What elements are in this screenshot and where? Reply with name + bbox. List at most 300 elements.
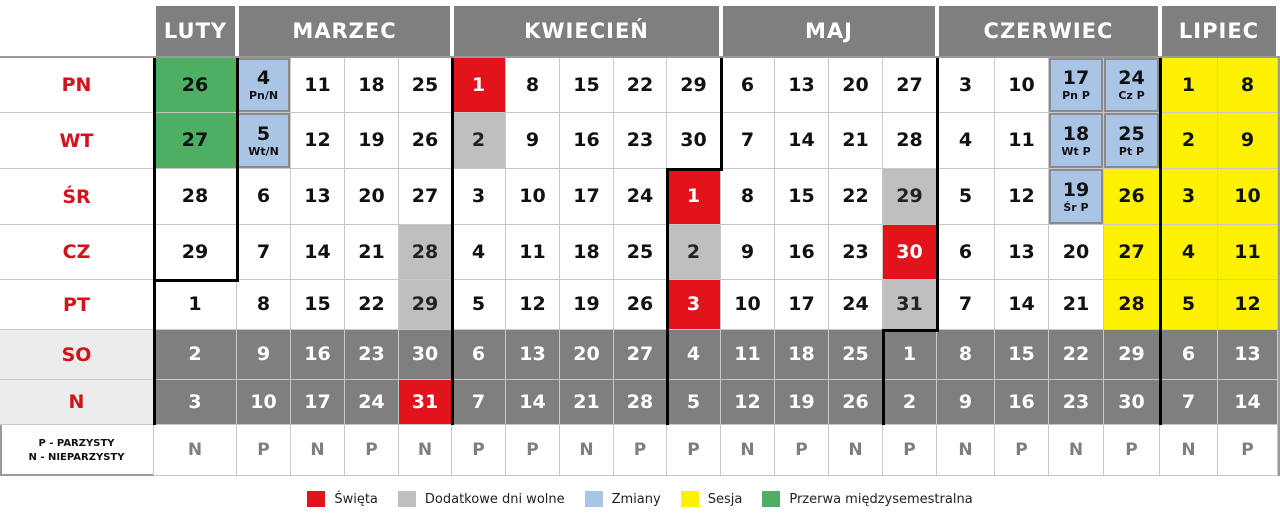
- day-change-note: Pt P: [1118, 144, 1145, 158]
- day-number: 6: [958, 240, 973, 263]
- day-cell: [883, 330, 937, 380]
- day-cell: [614, 169, 667, 225]
- month-boundary-line: [236, 58, 239, 281]
- day-cell: [1218, 330, 1278, 380]
- day-cell: [721, 330, 775, 380]
- day-cell: [995, 169, 1049, 225]
- day-cell: [614, 330, 667, 380]
- day-number: 22: [1062, 343, 1090, 365]
- day-change-note: Pn/N: [248, 89, 279, 102]
- day-cell: [1160, 113, 1218, 169]
- day-number: 30: [411, 343, 439, 365]
- week-parity-cell: P: [614, 425, 667, 476]
- day-number: 10: [1234, 185, 1261, 207]
- day-number: 11: [734, 343, 761, 365]
- day-number: 15: [1008, 343, 1035, 365]
- day-number: 25: [626, 240, 654, 263]
- day-number: 1: [902, 343, 917, 365]
- day-number: 15: [304, 293, 331, 315]
- month-boundary-line: [720, 58, 723, 170]
- week-parity-cell: P: [345, 425, 399, 476]
- week-parity-cell: N: [399, 425, 452, 476]
- day-cell: [506, 58, 560, 113]
- day-cell: [154, 225, 237, 280]
- day-cell: [291, 58, 345, 113]
- day-number: 18: [573, 240, 600, 263]
- month-boundary-line: [1159, 58, 1162, 425]
- day-number: 16: [573, 129, 600, 151]
- day-cell: [667, 330, 721, 380]
- week-parity-cell: N: [937, 425, 995, 476]
- day-cell: [614, 58, 667, 113]
- day-number: 29: [181, 240, 209, 263]
- day-number: 18: [358, 73, 385, 96]
- day-cell: [995, 225, 1049, 280]
- day-number: 17: [1062, 67, 1090, 89]
- day-cell: [775, 380, 829, 425]
- day-cell: [721, 280, 775, 330]
- day-cell: [154, 330, 237, 380]
- day-number: 29: [680, 73, 707, 96]
- day-number: 8: [256, 293, 271, 315]
- day-cell: [452, 380, 506, 425]
- day-number: 13: [1008, 240, 1035, 263]
- legend-item: [398, 491, 565, 507]
- day-label-7: N: [0, 380, 154, 425]
- day-cell: [560, 113, 614, 169]
- day-number: 1: [471, 73, 486, 96]
- day-number: 1: [188, 293, 202, 315]
- day-number: 16: [1008, 390, 1035, 413]
- day-number: 9: [740, 240, 755, 263]
- day-cell: [829, 380, 883, 425]
- day-number: 29: [896, 185, 923, 207]
- day-cell: [452, 330, 506, 380]
- day-number: 11: [519, 240, 546, 263]
- day-cell: [721, 169, 775, 225]
- week-parity-cell: N: [154, 425, 237, 476]
- day-cell: [237, 113, 291, 169]
- day-cell: [1218, 113, 1278, 169]
- day-number: 18: [788, 343, 815, 365]
- month-boundary-line: [451, 58, 454, 425]
- day-cell: [995, 330, 1049, 380]
- day-cell: [937, 113, 995, 169]
- day-number: 22: [842, 185, 869, 207]
- day-cell: [291, 380, 345, 425]
- day-cell: [560, 330, 614, 380]
- day-cell: [937, 330, 995, 380]
- day-label-3: ŚR: [0, 169, 154, 225]
- day-cell: [399, 58, 452, 113]
- legend-item: [307, 491, 378, 507]
- day-number: 17: [573, 185, 600, 207]
- week-parity-cell: P: [452, 425, 506, 476]
- day-cell: [1049, 380, 1104, 425]
- legend-item: [681, 491, 743, 507]
- day-number: 5: [256, 122, 271, 145]
- day-number: 29: [1118, 343, 1145, 365]
- day-cell: [829, 330, 883, 380]
- day-cell: [291, 169, 345, 225]
- day-cell: [883, 280, 937, 330]
- day-cell: [883, 58, 937, 113]
- week-parity-cell: P: [667, 425, 721, 476]
- day-cell: [560, 169, 614, 225]
- day-number: 22: [626, 73, 654, 96]
- day-cell: [667, 225, 721, 280]
- month-header: KWIECIEŃ: [454, 6, 719, 56]
- day-cell: [154, 280, 237, 330]
- day-number: 23: [1062, 390, 1090, 413]
- day-cell: [1104, 330, 1160, 380]
- day-cell: [291, 225, 345, 280]
- day-number: 14: [304, 240, 331, 263]
- day-label-2: WT: [0, 113, 154, 169]
- day-number: 20: [358, 185, 385, 207]
- day-number: 7: [740, 129, 755, 151]
- day-number: 1: [686, 185, 701, 207]
- day-number: 28: [896, 129, 923, 151]
- day-cell: [995, 380, 1049, 425]
- month-boundary-line: [882, 330, 885, 425]
- day-cell: [1160, 280, 1218, 330]
- day-number: 30: [680, 129, 707, 151]
- week-parity-cell: P: [1218, 425, 1278, 476]
- legend-swatch: [398, 491, 416, 507]
- day-number: 26: [411, 129, 439, 151]
- day-cell: [237, 225, 291, 280]
- day-cell: [667, 58, 721, 113]
- day-cell: [399, 280, 452, 330]
- day-number: 1: [1181, 73, 1196, 96]
- day-cell: [506, 113, 560, 169]
- day-cell: [667, 280, 721, 330]
- day-number: 12: [1234, 293, 1261, 315]
- day-cell: [995, 113, 1049, 169]
- month-header: LUTY: [156, 6, 235, 56]
- day-number: 14: [1234, 390, 1261, 413]
- legend: [0, 486, 1280, 512]
- day-number: 3: [188, 390, 202, 413]
- day-number: 25: [842, 343, 869, 365]
- day-number: 4: [1181, 240, 1196, 263]
- day-number: 26: [1118, 185, 1145, 207]
- day-number: 24: [626, 185, 654, 207]
- day-cell: [829, 113, 883, 169]
- month-boundary-line: [882, 329, 939, 332]
- day-number: 25: [411, 73, 439, 96]
- day-cell: [345, 280, 399, 330]
- day-number: 8: [958, 343, 973, 365]
- day-cell: [399, 169, 452, 225]
- day-cell: [937, 225, 995, 280]
- day-number: 5: [471, 293, 486, 315]
- day-number: 13: [1234, 343, 1261, 365]
- day-label-6: SO: [0, 330, 154, 380]
- day-cell: [399, 225, 452, 280]
- day-number: 26: [842, 390, 869, 413]
- day-cell: [560, 58, 614, 113]
- day-number: 27: [896, 73, 923, 96]
- day-change-note: Śr P: [1063, 200, 1089, 214]
- day-cell: [560, 225, 614, 280]
- day-number: 3: [958, 73, 973, 96]
- week-parity-cell: N: [721, 425, 775, 476]
- day-cell: [154, 169, 237, 225]
- legend-label: Dodatkowe dni wolne: [424, 491, 565, 507]
- day-change-note: Wt P: [1061, 144, 1091, 158]
- day-cell: [1160, 225, 1218, 280]
- day-number: 16: [788, 240, 815, 263]
- day-number: 14: [788, 129, 815, 151]
- day-cell: [237, 330, 291, 380]
- month-boundary-line: [153, 279, 239, 282]
- day-cell: [237, 169, 291, 225]
- day-number: 17: [788, 293, 815, 315]
- day-cell: [614, 280, 667, 330]
- parity-legend-label: [0, 425, 154, 476]
- day-number: 25: [1118, 122, 1145, 145]
- day-number: 20: [1062, 240, 1090, 263]
- day-cell: [452, 169, 506, 225]
- month-boundary-line: [666, 169, 669, 425]
- day-cell: [995, 280, 1049, 330]
- week-parity-cell: N: [829, 425, 883, 476]
- day-number: 15: [573, 73, 600, 96]
- day-number: 26: [626, 293, 654, 315]
- day-cell: [775, 113, 829, 169]
- day-number: 3: [1181, 185, 1196, 207]
- day-label-5: PT: [0, 280, 154, 330]
- day-cell: [1160, 380, 1218, 425]
- legend-swatch: [307, 491, 325, 507]
- legend-swatch: [585, 491, 603, 507]
- day-label-4: CZ: [0, 225, 154, 280]
- day-number: 13: [788, 73, 815, 96]
- day-number: 9: [525, 129, 540, 151]
- day-number: 21: [1062, 293, 1090, 315]
- day-cell: [237, 380, 291, 425]
- day-cell: [1104, 113, 1160, 169]
- week-parity-cell: N: [291, 425, 345, 476]
- day-cell: [154, 113, 237, 169]
- day-number: 19: [788, 390, 815, 413]
- day-cell: [1104, 280, 1160, 330]
- day-cell: [399, 380, 452, 425]
- day-cell: [291, 280, 345, 330]
- day-number: 6: [256, 185, 271, 207]
- day-cell: [345, 58, 399, 113]
- day-cell: [721, 113, 775, 169]
- week-parity-cell: P: [506, 425, 560, 476]
- day-number: 13: [304, 185, 331, 207]
- day-number: 10: [734, 293, 761, 315]
- day-number: 6: [471, 343, 486, 365]
- day-number: 23: [626, 129, 654, 151]
- day-cell: [1218, 169, 1278, 225]
- day-cell: [937, 280, 995, 330]
- day-cell: [291, 113, 345, 169]
- day-cell: [775, 280, 829, 330]
- day-cell: [506, 330, 560, 380]
- day-cell: [1104, 169, 1160, 225]
- day-cell: [1104, 225, 1160, 280]
- day-cell: [937, 169, 995, 225]
- day-cell: [452, 113, 506, 169]
- day-cell: [614, 113, 667, 169]
- day-cell: [345, 113, 399, 169]
- parity-legend-line: P - PARZYSTY: [38, 438, 115, 449]
- day-number: 9: [256, 343, 271, 365]
- day-cell: [1218, 225, 1278, 280]
- day-number: 21: [842, 129, 869, 151]
- day-cell: [614, 380, 667, 425]
- day-number: 4: [686, 343, 701, 365]
- day-number: 21: [573, 390, 600, 413]
- day-cell: [154, 58, 237, 113]
- day-cell: [452, 225, 506, 280]
- day-cell: [721, 380, 775, 425]
- day-number: 24: [842, 293, 869, 315]
- day-number: 10: [250, 390, 277, 413]
- day-cell: [883, 380, 937, 425]
- day-cell: [883, 225, 937, 280]
- day-number: 5: [1181, 293, 1196, 315]
- week-parity-cell: N: [1160, 425, 1218, 476]
- day-number: 4: [471, 240, 486, 263]
- legend-item: [762, 491, 972, 507]
- day-cell: [345, 380, 399, 425]
- day-cell: [452, 280, 506, 330]
- day-cell: [506, 225, 560, 280]
- day-cell: [937, 58, 995, 113]
- day-number: 29: [411, 293, 439, 315]
- day-cell: [345, 225, 399, 280]
- day-number: 7: [471, 390, 486, 413]
- day-cell: [1218, 380, 1278, 425]
- day-number: 7: [256, 240, 271, 263]
- day-number: 27: [411, 185, 439, 207]
- day-cell: [829, 280, 883, 330]
- day-cell: [829, 169, 883, 225]
- day-cell: [995, 58, 1049, 113]
- day-number: 12: [1008, 185, 1035, 207]
- day-cell: [937, 380, 995, 425]
- parity-legend-line: N - NIEPARZYSTY: [28, 451, 125, 463]
- day-number: 5: [958, 185, 973, 207]
- day-cell: [237, 280, 291, 330]
- day-cell: [775, 330, 829, 380]
- day-number: 8: [1240, 73, 1255, 96]
- day-number: 7: [958, 293, 973, 315]
- week-parity-cell: N: [560, 425, 614, 476]
- day-number: 21: [358, 240, 385, 263]
- day-number: 7: [1181, 390, 1196, 413]
- day-number: 28: [626, 390, 654, 413]
- day-cell: [883, 113, 937, 169]
- week-parity-cell: P: [1104, 425, 1160, 476]
- day-cell: [721, 58, 775, 113]
- day-cell: [1218, 58, 1278, 113]
- legend-swatch: [681, 491, 699, 507]
- day-number: 23: [842, 240, 869, 263]
- day-cell: [614, 225, 667, 280]
- week-parity-cell: P: [775, 425, 829, 476]
- day-number: 10: [1008, 73, 1035, 96]
- day-number: 2: [188, 343, 202, 365]
- day-cell: [1049, 225, 1104, 280]
- month-header: MARZEC: [239, 6, 450, 56]
- day-number: 19: [358, 129, 385, 151]
- month-header: MAJ: [723, 6, 935, 56]
- day-cell: [775, 169, 829, 225]
- day-number: 2: [1181, 129, 1196, 151]
- day-number: 2: [902, 390, 917, 413]
- day-cell: [667, 113, 721, 169]
- legend-label: Przerwa międzysemestralna: [789, 491, 973, 507]
- day-cell: [560, 380, 614, 425]
- day-number: 22: [358, 293, 385, 315]
- month-header: LIPIEC: [1162, 6, 1276, 56]
- day-number: 19: [573, 293, 600, 315]
- day-number: 28: [181, 185, 209, 207]
- day-cell: [667, 380, 721, 425]
- legend-item: [585, 491, 661, 507]
- day-cell: [667, 169, 721, 225]
- day-cell: [775, 58, 829, 113]
- day-number: 27: [1118, 240, 1145, 263]
- day-number: 30: [1118, 390, 1145, 413]
- day-number: 30: [896, 240, 923, 263]
- day-number: 12: [734, 390, 761, 413]
- day-number: 6: [740, 73, 755, 96]
- day-number: 31: [411, 390, 439, 413]
- day-cell: [1049, 113, 1104, 169]
- day-label-1: PN: [0, 58, 154, 113]
- legend-label: Zmiany: [611, 491, 661, 507]
- day-number: 28: [1118, 293, 1145, 315]
- legend-label: Święta: [334, 491, 378, 507]
- day-number: 16: [304, 343, 331, 365]
- day-cell: [1049, 280, 1104, 330]
- day-number: 23: [358, 343, 385, 365]
- day-change-note: Pn P: [1062, 89, 1090, 102]
- day-number: 9: [958, 390, 973, 413]
- day-number: 3: [471, 185, 486, 207]
- day-cell: [291, 330, 345, 380]
- day-cell: [506, 280, 560, 330]
- day-cell: [1049, 330, 1104, 380]
- month-boundary-line: [666, 168, 723, 171]
- week-parity-cell: N: [1049, 425, 1104, 476]
- day-number: 15: [788, 185, 815, 207]
- day-number: 8: [525, 73, 540, 96]
- day-cell: [452, 58, 506, 113]
- day-number: 18: [1062, 122, 1090, 145]
- day-number: 6: [1181, 343, 1196, 365]
- day-number: 11: [304, 73, 331, 96]
- day-cell: [829, 225, 883, 280]
- day-number: 9: [1240, 129, 1255, 151]
- week-parity-cell: P: [237, 425, 291, 476]
- day-number: 31: [896, 293, 923, 315]
- day-number: 2: [471, 129, 486, 151]
- day-number: 11: [1008, 129, 1035, 151]
- day-number: 24: [358, 390, 385, 413]
- day-change-note: Cz P: [1118, 89, 1145, 102]
- day-number: 20: [842, 73, 869, 96]
